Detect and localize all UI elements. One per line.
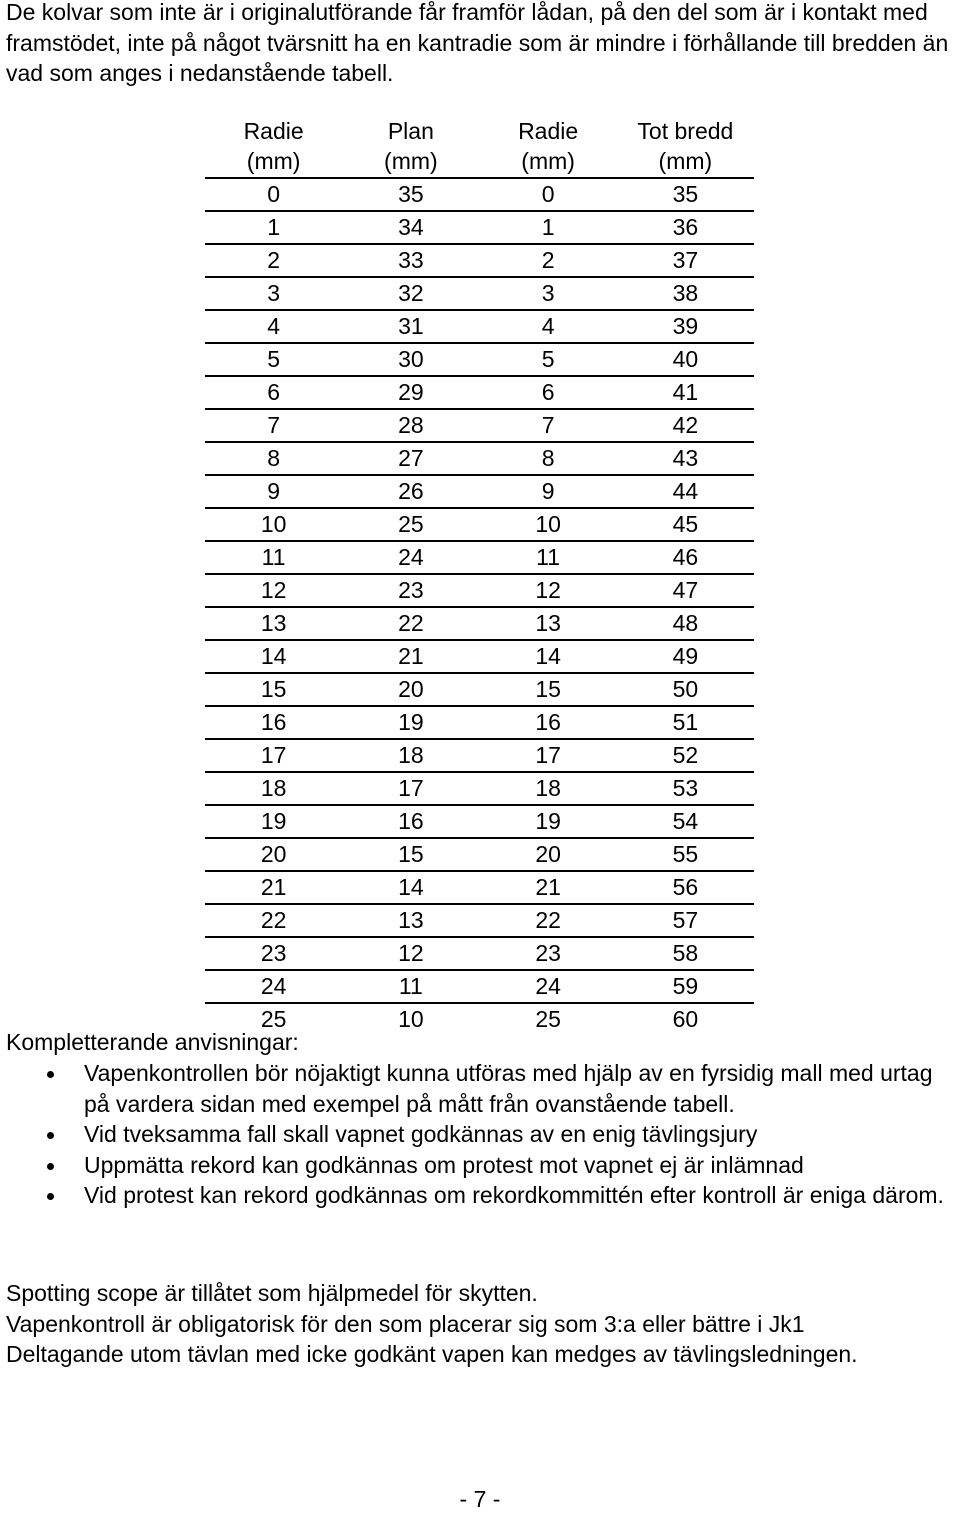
table-cell: 25 <box>205 1003 342 1035</box>
table-row <box>205 409 754 442</box>
table-cell: 24 <box>205 970 342 1003</box>
table-cell: 22 <box>342 607 479 640</box>
table-cell: 18 <box>480 772 617 805</box>
table-cell: 11 <box>205 541 342 574</box>
table-cell: 49 <box>617 640 754 673</box>
header-unit: (mm) <box>521 148 575 174</box>
table-cell: 9 <box>480 475 617 508</box>
table-row <box>205 541 754 574</box>
table-cell: 27 <box>342 442 479 475</box>
header-label: Radie <box>243 118 304 144</box>
table-row <box>205 838 754 871</box>
intro-paragraph: De kolvar som inte är i originalutförande får framför lådan, på den del som är i kontakt med framstödet, inte på något tvärsnitt ha en kantradie som är mindre i förhållande till bredden än vad som anges i nedanstående tabell. <box>6 0 949 86</box>
table-cell: 7 <box>480 409 617 442</box>
table-cell: 42 <box>617 409 754 442</box>
table-cell: 15 <box>205 673 342 706</box>
table-cell: 7 <box>205 409 342 442</box>
table-cell: 15 <box>342 838 479 871</box>
table-cell: 25 <box>342 508 479 541</box>
table-cell: 10 <box>480 508 617 541</box>
table-cell: 14 <box>480 640 617 673</box>
table-cell: 21 <box>205 871 342 904</box>
table-cell: 12 <box>205 574 342 607</box>
header-radie-1 <box>205 116 342 178</box>
table-cell: 16 <box>205 706 342 739</box>
header-label: Plan <box>387 118 434 144</box>
list-item-text: Vid tveksamma fall skall vapnet godkännas av en enig tävlingsjury <box>84 1121 758 1147</box>
table-cell: 60 <box>617 1003 754 1035</box>
table-cell: 37 <box>617 244 754 277</box>
complementary-title: Kompletterande anvisningar: <box>6 1029 299 1055</box>
table-cell: 5 <box>480 343 617 376</box>
table-cell: 43 <box>617 442 754 475</box>
table-cell: 35 <box>342 178 479 211</box>
table-cell: 47 <box>617 574 754 607</box>
list-item-text: Vid protest kan rekord godkännas om rekordkommittén efter kontroll är eniga därom. <box>84 1182 944 1208</box>
table-row <box>205 211 754 244</box>
table-cell: 54 <box>617 805 754 838</box>
table-cell: 24 <box>342 541 479 574</box>
table-row <box>205 376 754 409</box>
header-unit: (mm) <box>658 148 713 174</box>
table-cell: 56 <box>617 871 754 904</box>
table-cell: 3 <box>205 277 342 310</box>
table-cell: 8 <box>480 442 617 475</box>
table-row <box>205 343 754 376</box>
stock-radius-table-wrapper <box>205 116 755 1035</box>
table-row <box>205 772 754 805</box>
table-cell: 51 <box>617 706 754 739</box>
table-cell: 23 <box>480 937 617 970</box>
table-row <box>205 574 754 607</box>
stock-radius-table <box>205 116 754 1035</box>
complementary-list <box>0 1058 960 1211</box>
table-cell: 12 <box>480 574 617 607</box>
table-cell: 39 <box>617 310 754 343</box>
table-row <box>205 706 754 739</box>
header-plan <box>342 116 479 178</box>
table-cell: 31 <box>342 310 479 343</box>
table-cell: 20 <box>205 838 342 871</box>
table-cell: 29 <box>342 376 479 409</box>
table-cell: 21 <box>480 871 617 904</box>
table-cell: 3 <box>480 277 617 310</box>
table-row <box>205 442 754 475</box>
table-row <box>205 871 754 904</box>
table-cell: 35 <box>617 178 754 211</box>
table-cell: 4 <box>205 310 342 343</box>
table-cell: 24 <box>480 970 617 1003</box>
table-cell: 8 <box>205 442 342 475</box>
table-cell: 19 <box>342 706 479 739</box>
bullet-icon <box>47 1071 54 1078</box>
table-row <box>205 739 754 772</box>
list-item <box>0 1058 960 1119</box>
table-cell: 36 <box>617 211 754 244</box>
table-cell: 13 <box>342 904 479 937</box>
closing-section <box>6 1278 956 1370</box>
table-cell: 41 <box>617 376 754 409</box>
table-cell: 11 <box>480 541 617 574</box>
table-row <box>205 805 754 838</box>
table-cell: 58 <box>617 937 754 970</box>
table-cell: 15 <box>480 673 617 706</box>
table-cell: 12 <box>342 937 479 970</box>
closing-line: Spotting scope är tillåtet som hjälpmedel för skytten. <box>6 1280 538 1306</box>
table-cell: 25 <box>480 1003 617 1035</box>
table-cell: 11 <box>342 970 479 1003</box>
table-row <box>205 640 754 673</box>
table-cell: 10 <box>342 1003 479 1035</box>
table-cell: 50 <box>617 673 754 706</box>
list-item-text: Vapenkontrollen bör nöjaktigt kunna utföras med hjälp av en fyrsidig mall med urtag på vardera sidan med exempel på mått från ovanstående tabell. <box>84 1060 933 1117</box>
table-cell: 20 <box>342 673 479 706</box>
table-cell: 2 <box>205 244 342 277</box>
table-cell: 40 <box>617 343 754 376</box>
table-cell: 23 <box>205 937 342 970</box>
table-cell: 33 <box>342 244 479 277</box>
table-cell: 19 <box>480 805 617 838</box>
table-cell: 55 <box>617 838 754 871</box>
table-body <box>205 178 754 1035</box>
bullet-icon <box>47 1163 54 1170</box>
header-tot-bredd <box>617 116 754 178</box>
bullet-icon <box>47 1132 54 1139</box>
bullet-icon <box>47 1193 54 1200</box>
table-cell: 22 <box>480 904 617 937</box>
table-cell: 44 <box>617 475 754 508</box>
table-cell: 17 <box>480 739 617 772</box>
page-number: - 7 - <box>459 1486 501 1512</box>
table-cell: 23 <box>342 574 479 607</box>
list-item <box>0 1119 960 1150</box>
table-row <box>205 244 754 277</box>
table-row <box>205 607 754 640</box>
table-cell: 16 <box>480 706 617 739</box>
table-cell: 21 <box>342 640 479 673</box>
table-cell: 57 <box>617 904 754 937</box>
table-row <box>205 673 754 706</box>
table-cell: 13 <box>205 607 342 640</box>
table-cell: 1 <box>205 211 342 244</box>
table-cell: 48 <box>617 607 754 640</box>
table-cell: 28 <box>342 409 479 442</box>
table-cell: 59 <box>617 970 754 1003</box>
table-cell: 6 <box>480 376 617 409</box>
table-cell: 4 <box>480 310 617 343</box>
table-cell: 32 <box>342 277 479 310</box>
table-cell: 26 <box>342 475 479 508</box>
table-cell: 18 <box>342 739 479 772</box>
table-cell: 46 <box>617 541 754 574</box>
table-cell: 13 <box>480 607 617 640</box>
table-cell: 16 <box>342 805 479 838</box>
table-cell: 2 <box>480 244 617 277</box>
table-cell: 22 <box>205 904 342 937</box>
table-cell: 14 <box>205 640 342 673</box>
table-cell: 5 <box>205 343 342 376</box>
list-item <box>0 1180 960 1211</box>
table-cell: 38 <box>617 277 754 310</box>
table-cell: 17 <box>342 772 479 805</box>
table-row <box>205 310 754 343</box>
table-cell: 14 <box>342 871 479 904</box>
header-label: Radie <box>518 118 579 144</box>
closing-line: Deltagande utom tävlan med icke godkänt vapen kan medges av tävlingsledningen. <box>6 1341 858 1367</box>
header-unit: (mm) <box>384 148 438 174</box>
header-label: Tot bredd <box>637 118 734 144</box>
table-cell: 45 <box>617 508 754 541</box>
table-cell: 34 <box>342 211 479 244</box>
table-cell: 1 <box>480 211 617 244</box>
header-unit: (mm) <box>246 148 301 174</box>
header-radie-2 <box>480 116 617 178</box>
table-row <box>205 508 754 541</box>
table-cell: 18 <box>205 772 342 805</box>
list-item-text: Uppmätta rekord kan godkännas om protest mot vapnet ej är inlämnad <box>84 1151 804 1178</box>
table-cell: 9 <box>205 475 342 508</box>
table-cell: 19 <box>205 805 342 838</box>
table-cell: 30 <box>342 343 479 376</box>
table-cell: 17 <box>205 739 342 772</box>
table-cell: 20 <box>480 838 617 871</box>
list-item <box>0 1150 960 1181</box>
table-row <box>205 475 754 508</box>
table-cell: 0 <box>205 178 342 211</box>
table-row <box>205 970 754 1003</box>
table-row <box>205 277 754 310</box>
table-row <box>205 904 754 937</box>
table-row <box>205 178 754 211</box>
table-cell: 53 <box>617 772 754 805</box>
table-cell: 10 <box>205 508 342 541</box>
closing-line: Vapenkontroll är obligatorisk för den som placerar sig som 3:a eller bättre i Jk1 <box>6 1310 805 1337</box>
table-row <box>205 937 754 970</box>
table-cell: 0 <box>480 178 617 211</box>
table-cell: 52 <box>617 739 754 772</box>
table-header-row <box>205 116 754 178</box>
table-cell: 6 <box>205 376 342 409</box>
